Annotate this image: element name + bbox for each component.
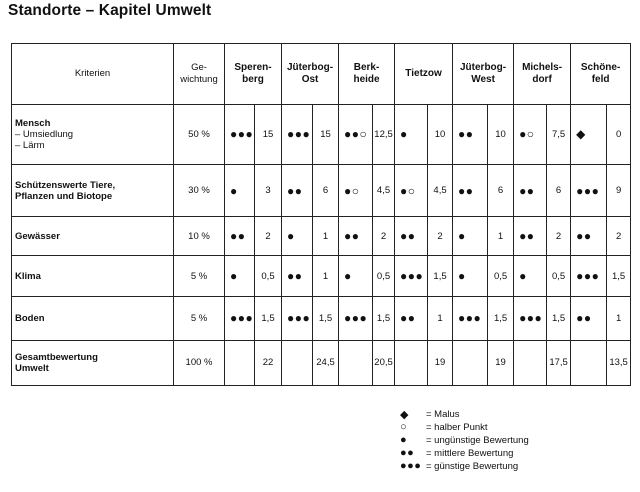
rating-dots-cell: ●	[514, 256, 547, 297]
criterion-name: Boden	[15, 312, 45, 324]
criterion-cell	[12, 104, 174, 165]
rating-dots-cell: ●●●	[225, 297, 255, 340]
score-value-cell: 1	[607, 297, 631, 340]
score-value-cell: 15	[255, 104, 282, 165]
rating-dots-cell: ●●	[395, 217, 428, 256]
criterion-cell	[12, 340, 174, 386]
evaluation-table	[11, 43, 631, 386]
score-value-cell: 19	[488, 340, 514, 386]
score-value-cell: 1	[488, 217, 514, 256]
rating-dots-cell: ●○	[514, 104, 547, 165]
score-value-cell: 17,5	[547, 340, 571, 386]
score-value-cell: 10	[488, 104, 514, 165]
score-value-cell: 1,5	[373, 297, 395, 340]
score-value-cell: 0	[607, 104, 631, 165]
header-location-jueterbog-west: Jüterbog- West	[453, 44, 514, 105]
rating-dots-cell: ●●●	[282, 297, 313, 340]
score-value-cell: 6	[313, 165, 339, 217]
score-value-cell: 20,5	[373, 340, 395, 386]
criterion-cell	[12, 165, 174, 217]
weighting-cell: 100 %	[174, 340, 225, 386]
rating-dots-cell: ●●	[514, 165, 547, 217]
rating-dots-cell	[395, 340, 428, 386]
rating-dots-cell: ●	[225, 256, 255, 297]
criterion-subline: Umwelt	[15, 362, 49, 374]
criterion-cell	[12, 297, 174, 340]
legend-symbol-icon: ○	[400, 421, 408, 433]
rating-dots-cell: ●●●	[514, 297, 547, 340]
score-value-cell: 15	[313, 104, 339, 165]
score-value-cell: 12,5	[373, 104, 395, 165]
legend-text: = Malus	[426, 409, 460, 420]
score-value-cell: 1	[313, 217, 339, 256]
criterion-subline: Pflanzen und Biotope	[15, 190, 113, 202]
rating-dots-cell: ●●●	[339, 297, 373, 340]
header-location-jueterbog-ost: Jüterbog- Ost	[282, 44, 339, 105]
rating-dots-cell: ●●	[282, 165, 313, 217]
weighting-cell: 5 %	[174, 297, 225, 340]
rating-dots-cell: ●○	[395, 165, 428, 217]
criterion-name: Schützenswerte Tiere,	[15, 179, 116, 191]
rating-dots-cell: ●●○	[339, 104, 373, 165]
legend-symbol-icon: ◆	[400, 409, 409, 421]
weighting-cell: 10 %	[174, 217, 225, 256]
score-value-cell: 4,5	[428, 165, 453, 217]
score-value-cell: 10	[428, 104, 453, 165]
criterion-name: Gesamtbewertung	[15, 351, 98, 363]
rating-dots-cell	[514, 340, 547, 386]
table-body	[12, 104, 631, 385]
rating-dots-cell: ●	[225, 165, 255, 217]
criterion-name: Klima	[15, 270, 41, 282]
header-location-berkheide: Berk- heide	[339, 44, 395, 105]
header-criteria: Kriterien	[12, 44, 174, 105]
table-header-row	[12, 44, 631, 105]
rating-dots-cell: ●●	[339, 217, 373, 256]
page-title: Standorte – Kapitel Umwelt	[8, 2, 212, 19]
score-value-cell: 2	[547, 217, 571, 256]
table-row	[12, 297, 631, 340]
legend-text: = ungünstige Bewertung	[426, 435, 529, 446]
rating-dots-cell: ●●●	[395, 256, 428, 297]
criterion-cell	[12, 256, 174, 297]
score-value-cell: 3	[255, 165, 282, 217]
criterion-name: Gewässer	[15, 230, 60, 242]
score-value-cell: 1,5	[428, 256, 453, 297]
rating-dots-cell: ●●●	[225, 104, 255, 165]
rating-dots-cell: ●●	[282, 256, 313, 297]
rating-dots-cell: ●	[282, 217, 313, 256]
rating-dots-cell	[282, 340, 313, 386]
rating-dots-cell	[571, 340, 607, 386]
score-value-cell: 2	[428, 217, 453, 256]
criterion-subline: – Umsiedlung	[15, 128, 74, 140]
weighting-cell: 5 %	[174, 256, 225, 297]
rating-dots-cell: ●●	[395, 297, 428, 340]
criterion-name: Mensch	[15, 117, 51, 129]
table-row	[12, 104, 631, 165]
rating-dots-cell: ●	[395, 104, 428, 165]
rating-dots-cell: ●	[453, 217, 488, 256]
rating-dots-cell: ●●	[571, 297, 607, 340]
rating-dots-cell	[225, 340, 255, 386]
legend-text: = günstige Bewertung	[426, 461, 519, 472]
header-weighting: Ge- wichtung	[174, 44, 225, 105]
score-value-cell: 1,5	[547, 297, 571, 340]
rating-dots-cell: ●●	[453, 165, 488, 217]
score-value-cell: 9	[607, 165, 631, 217]
score-value-cell: 0,5	[488, 256, 514, 297]
score-value-cell: 1	[428, 297, 453, 340]
rating-dots-cell: ●●●	[571, 165, 607, 217]
score-value-cell: 4,5	[373, 165, 395, 217]
rating-dots-cell: ●●	[514, 217, 547, 256]
rating-dots-cell: ●●	[453, 104, 488, 165]
score-value-cell: 0,5	[255, 256, 282, 297]
header-location-schoenefeld: Schöne- feld	[571, 44, 631, 105]
legend-symbol-icon: ●●●	[400, 460, 422, 472]
score-value-cell: 7,5	[547, 104, 571, 165]
table-row	[12, 256, 631, 297]
table-row	[12, 217, 631, 256]
score-value-cell: 0,5	[547, 256, 571, 297]
criterion-subline: – Lärm	[15, 139, 45, 151]
score-value-cell: 2	[373, 217, 395, 256]
rating-dots-cell: ◆	[571, 104, 607, 165]
score-value-cell: 1,5	[607, 256, 631, 297]
weighting-cell: 30 %	[174, 165, 225, 217]
weighting-cell: 50 %	[174, 104, 225, 165]
legend-text: = halber Punkt	[426, 422, 488, 433]
legend-symbol-icon: ●	[400, 434, 408, 446]
table-row	[12, 165, 631, 217]
rating-dots-cell: ●●●	[571, 256, 607, 297]
rating-dots-cell: ●●	[571, 217, 607, 256]
score-value-cell: 13,5	[607, 340, 631, 386]
score-value-cell: 1,5	[255, 297, 282, 340]
criterion-cell	[12, 217, 174, 256]
header-location-tietzow: Tietzow	[395, 44, 453, 105]
rating-dots-cell: ●	[453, 256, 488, 297]
rating-dots-cell: ●○	[339, 165, 373, 217]
rating-dots-cell: ●●	[225, 217, 255, 256]
score-value-cell: 6	[488, 165, 514, 217]
legend-text: = mittlere Bewertung	[426, 448, 514, 459]
score-value-cell: 1	[313, 256, 339, 297]
rating-dots-cell	[453, 340, 488, 386]
score-value-cell: 0,5	[373, 256, 395, 297]
table-row	[12, 340, 631, 386]
score-value-cell: 19	[428, 340, 453, 386]
rating-dots-cell: ●●●	[282, 104, 313, 165]
rating-dots-cell	[339, 340, 373, 386]
rating-dots-cell: ●	[339, 256, 373, 297]
score-value-cell: 2	[255, 217, 282, 256]
score-value-cell: 1,5	[488, 297, 514, 340]
score-value-cell: 6	[547, 165, 571, 217]
score-value-cell: 1,5	[313, 297, 339, 340]
legend-symbol-icon: ●●	[400, 447, 415, 459]
header-location-sperenberg: Speren- berg	[225, 44, 282, 105]
rating-dots-cell: ●●●	[453, 297, 488, 340]
score-value-cell: 22	[255, 340, 282, 386]
score-value-cell: 2	[607, 217, 631, 256]
score-value-cell: 24,5	[313, 340, 339, 386]
header-location-michelsdorf: Michels- dorf	[514, 44, 571, 105]
